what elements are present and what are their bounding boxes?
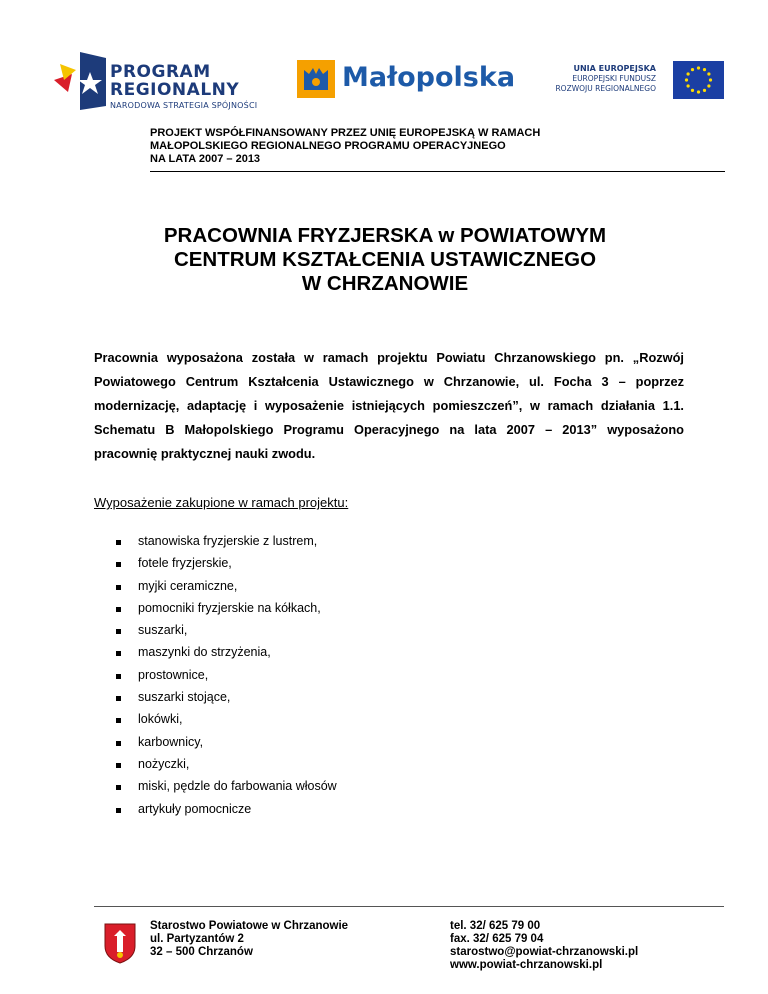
list-item-label: lokówki, <box>138 712 183 727</box>
bullet-icon <box>116 607 121 612</box>
title-line: W CHRZANOWIE <box>301 272 469 295</box>
list-item-label: stanowiska fryzjerskie z lustrem, <box>138 534 318 548</box>
list-item <box>94 668 337 690</box>
malopolska-logo-text: Małopolska <box>342 62 516 93</box>
list-item <box>94 757 337 779</box>
list-item <box>94 712 337 734</box>
bullet-icon <box>116 585 121 590</box>
intro-paragraph: Pracownia wyposażona została w ramach projektu Powiatu Chrzanowskiego pn. „Rozwój Powiatowego Centrum Kształcenia Ustawicznego w Chrzanowie, ul. Focha 3 – poprzez modernizację, adaptację i wyposażenie istniejących pomieszczeń”, w ramach działania 1.1. Schematu B Małopolskiego Programu Operacyjnego na lata 2007 – 2013” wyposażono pracownię praktycznej nauki zwodu. <box>94 350 684 461</box>
bullet-icon <box>116 741 121 746</box>
program-logo-line3: NARODOWA STRATEGIA SPÓJNOŚCI <box>110 101 258 110</box>
equipment-list <box>94 534 337 824</box>
list-item <box>94 579 337 601</box>
equipment-heading: Wyposażenie zakupione w ramach projektu: <box>94 495 349 510</box>
bullet-icon <box>116 629 121 634</box>
malopolska-emblem-icon <box>297 60 335 98</box>
eu-logo-line2: EUROPEJSKI FUNDUSZ <box>572 74 656 83</box>
list-item-label: nożyczki, <box>138 756 190 771</box>
list-item <box>94 690 337 712</box>
bullet-icon <box>116 696 121 701</box>
title-line: CENTRUM KSZTAŁCENIA USTAWICZNEGO <box>173 248 597 271</box>
list-item <box>94 735 337 757</box>
list-item <box>94 779 337 801</box>
footer-contact <box>450 920 638 972</box>
bullet-icon <box>116 808 121 813</box>
header-divider <box>150 171 725 172</box>
footer-address <box>150 920 348 959</box>
eu-logo-text <box>526 63 656 94</box>
footer-divider <box>94 906 724 907</box>
program-logo-line1: PROGRAM <box>110 62 211 82</box>
list-item <box>94 802 337 824</box>
list-item-label: myjki ceramiczne, <box>138 578 238 593</box>
list-item-label: fotele fryzjerskie, <box>138 556 232 571</box>
address-line: Starostwo Powiatowe w Chrzanowie <box>150 920 349 932</box>
bullet-icon <box>116 540 121 545</box>
list-item-label: prostownice, <box>138 667 209 682</box>
program-regionalny-text <box>110 63 257 110</box>
eu-flag-icon <box>673 61 724 99</box>
cofinancing-statement <box>150 127 650 166</box>
list-item <box>94 556 337 578</box>
bullet-icon <box>116 651 121 656</box>
contact-website-link[interactable]: www.powiat-chrzanowski.pl <box>450 959 603 971</box>
list-item-label: maszynki do strzyżenia, <box>138 645 271 660</box>
bullet-icon <box>116 763 121 768</box>
title-line: PRACOWNIA FRYZJERSKA w POWIATOWYM <box>163 224 607 247</box>
list-item-label: karbownicy, <box>138 734 204 749</box>
contact-phone: tel. 32/ 625 79 00 <box>450 920 541 932</box>
list-item-label: miski, pędzle do farbowania włosów <box>138 779 337 794</box>
contact-email-link[interactable]: starostwo@powiat-chrzanowski.pl <box>450 946 639 958</box>
bullet-icon <box>116 785 121 790</box>
program-regionalny-emblem-icon <box>50 50 110 112</box>
cofinancing-line: PROJEKT WSPÓŁFINANSOWANY PRZEZ UNIĘ EUROPEJSKĄ W RAMACH <box>150 127 541 139</box>
list-item <box>94 601 337 623</box>
contact-fax: fax. 32/ 625 79 04 <box>450 933 544 945</box>
eu-logo-line3: ROZWOJU REGIONALNEGO <box>555 84 656 93</box>
cofinancing-line: NA LATA 2007 – 2013 <box>150 153 261 165</box>
page-title <box>100 224 670 296</box>
list-item <box>94 534 337 556</box>
list-item <box>94 645 337 667</box>
list-item-label: suszarki stojące, <box>138 690 231 705</box>
bullet-icon <box>116 718 121 723</box>
bullet-icon <box>116 674 121 679</box>
eu-logo-title: UNIA EUROPEJSKA <box>573 64 656 73</box>
list-item-label: artykuły pomocnicze <box>138 801 252 816</box>
program-logo-line2: REGIONALNY <box>110 80 240 100</box>
address-line: 32 – 500 Chrzanów <box>150 946 253 958</box>
address-line: ul. Partyzantów 2 <box>150 933 244 945</box>
list-item-label: pomocniki fryzjerskie na kółkach, <box>138 600 321 615</box>
list-item-label: suszarki, <box>138 623 188 638</box>
bullet-icon <box>116 562 121 567</box>
cofinancing-line: MAŁOPOLSKIEGO REGIONALNEGO PROGRAMU OPERACYJNEGO <box>150 140 506 152</box>
coat-of-arms-icon <box>103 922 137 964</box>
list-item <box>94 623 337 645</box>
